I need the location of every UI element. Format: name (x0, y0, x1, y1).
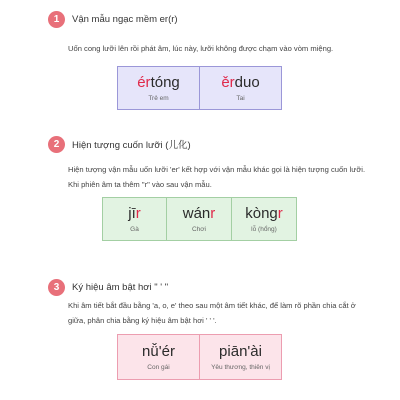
word-card-row (117, 334, 282, 380)
section-header (48, 8, 178, 30)
pinyin-rest: tóng (150, 74, 180, 91)
word-card (199, 66, 282, 110)
pinyin-word: nǚ'ér (142, 343, 175, 360)
word-card (231, 197, 297, 241)
pinyin-highlight: r (277, 205, 283, 222)
section-header (48, 276, 168, 298)
word-meaning: Tai (236, 95, 245, 102)
word-meaning: Con gái (147, 364, 170, 371)
word-meaning: Trẻ em (148, 95, 169, 102)
pinyin-highlight: r (135, 205, 141, 222)
pinyin-highlight: ér (137, 74, 151, 91)
word-meaning: Gà (130, 226, 139, 233)
pinyin-stem: kòng (245, 205, 278, 222)
section-title: Vận mẫu ngạc mềm er(r) (72, 13, 178, 25)
word-card-row (117, 66, 282, 110)
pinyin-stem: jī (128, 205, 136, 222)
word-card (117, 334, 200, 380)
section-title: Ký hiệu âm bật hơi " ' " (72, 281, 169, 293)
section-header (48, 133, 191, 155)
pinyin-word (137, 74, 180, 92)
pinyin-highlight: r (210, 205, 216, 222)
pinyin-word (183, 205, 216, 223)
section-paragraph: Uốn cong lưỡi lên rồi phát âm, lúc này, lưỡi không được chạm vào vòm miệng. (68, 44, 334, 53)
word-meaning: Yêu thương, thiên vị (211, 364, 270, 371)
word-card (166, 197, 232, 241)
word-card (199, 334, 282, 380)
word-meaning: lỗ (hổng) (251, 226, 277, 233)
word-meaning: Chơi (191, 226, 206, 233)
section-paragraph: Hiện tượng vận mẫu uốn lưỡi 'er' kết hợp với vận mẫu khác gọi là hiện tượng cuốn lưỡi. Khi phiên âm ta thêm "r" vào sau vận mẫu. (68, 165, 366, 189)
pinyin-word (245, 205, 283, 223)
section-paragraph: Khi âm tiết bắt đầu bằng 'a, o, e' theo sau một âm tiết khác, để làm rõ phần chia cắt ở giữa, phân chia bằng ký hiệu âm bật hơi ' ' '. (68, 301, 356, 325)
word-card-row (102, 197, 297, 241)
section-number-badge: 1 (48, 11, 65, 28)
pinyin-rest: duo (234, 74, 260, 91)
word-card (102, 197, 167, 241)
section-title: Hiện tượng cuốn lưỡi (儿化) (72, 140, 191, 151)
section-number-badge: 3 (48, 279, 65, 296)
pinyin-word (221, 74, 259, 92)
pinyin-word (128, 205, 141, 223)
pinyin-word: piān'ài (219, 343, 262, 360)
pinyin-stem: wán (182, 205, 211, 222)
pinyin-highlight: ěr (221, 74, 235, 91)
word-card (117, 66, 200, 110)
section-number-badge: 2 (48, 136, 65, 153)
